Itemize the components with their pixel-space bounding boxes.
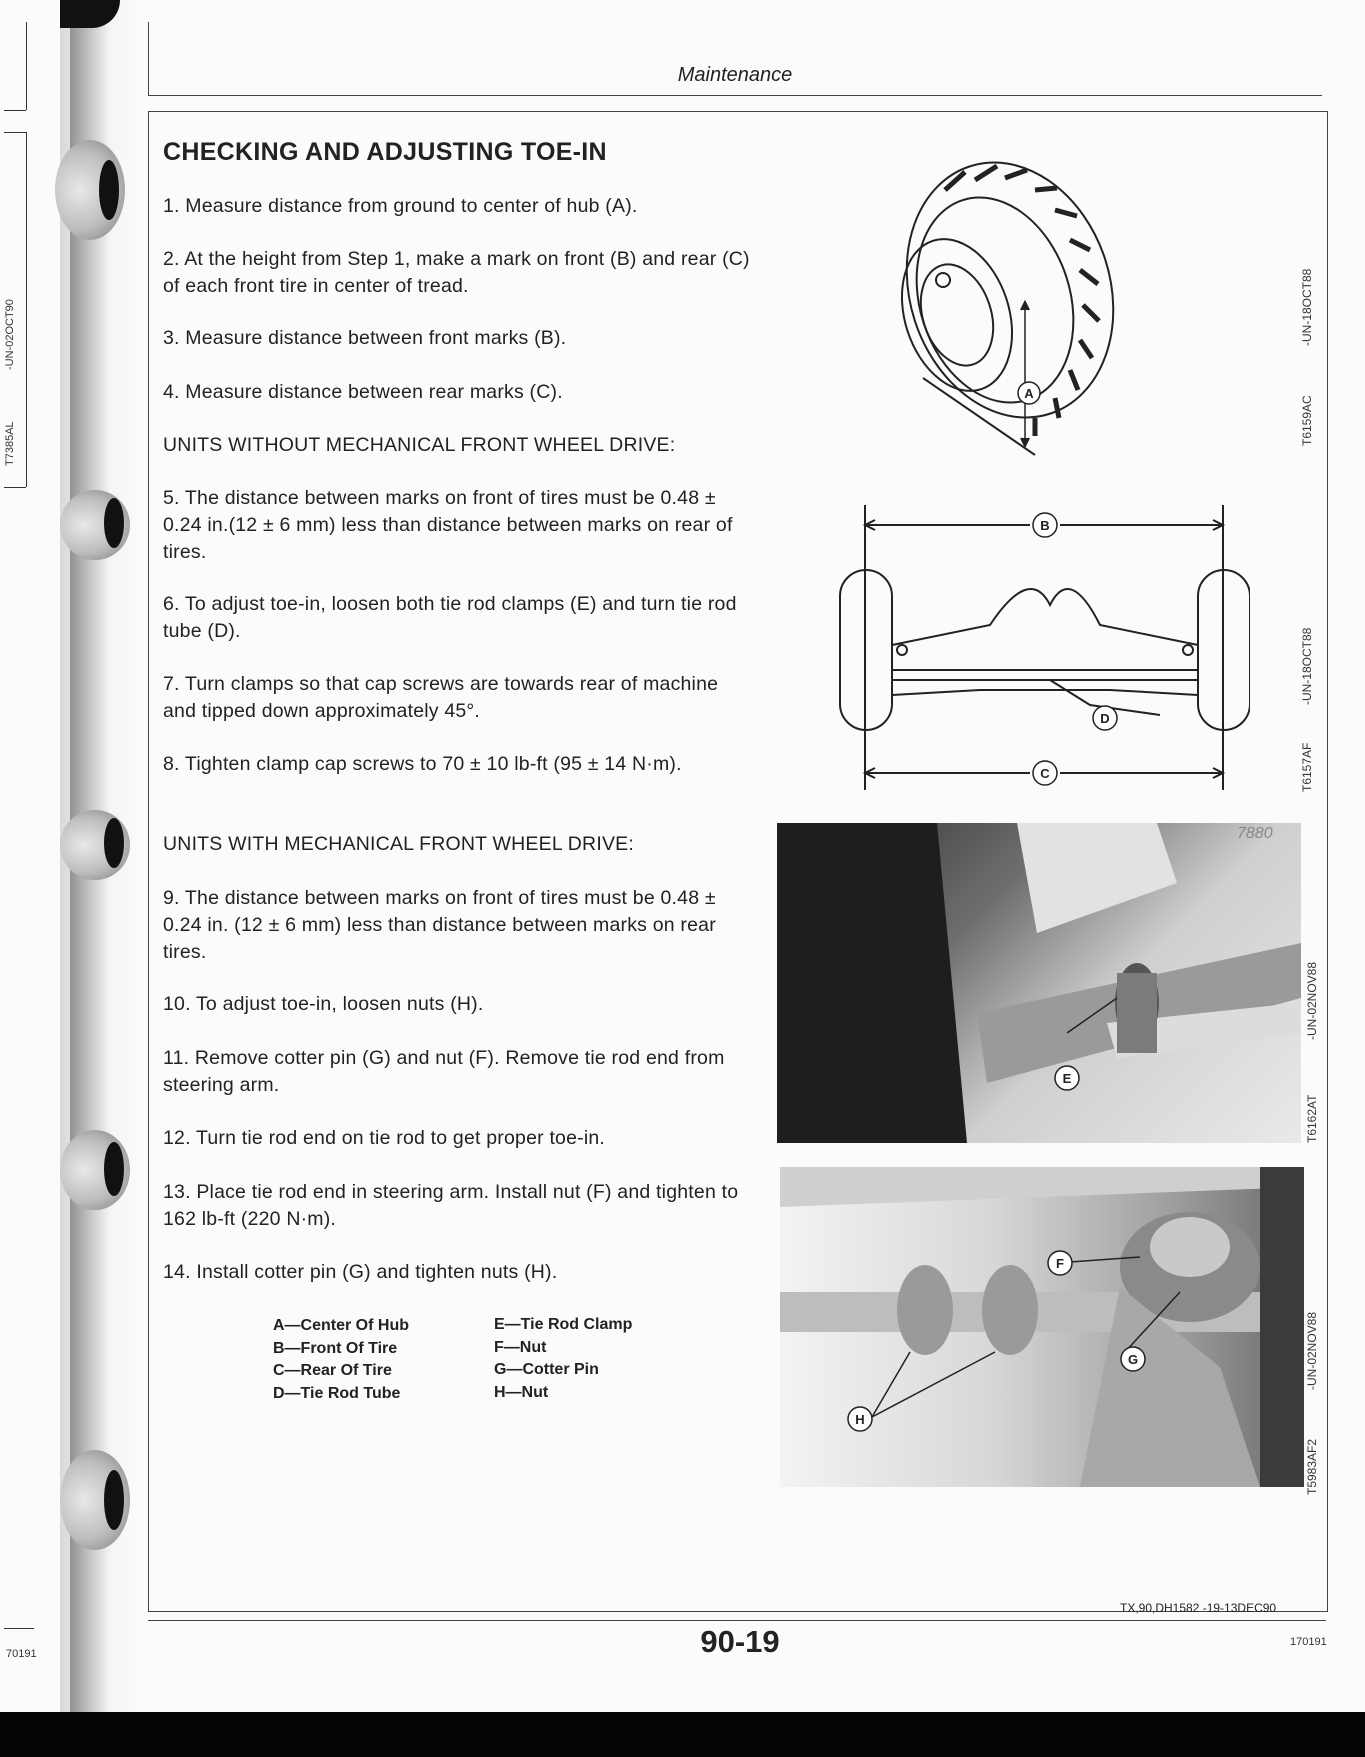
margin-footer-code: 70191 <box>6 1648 37 1660</box>
scan-bottom-edge <box>0 1712 1365 1757</box>
binder-hole <box>60 490 130 560</box>
step-6: 6. To adjust toe-in, loosen both tie rod clamps (E) and turn tie rod tube (D). <box>163 593 737 642</box>
footer-code: 170191 <box>1290 1636 1327 1648</box>
figure-3-code-date: -UN-02NOV88 <box>1305 961 1319 1040</box>
photo-tie-rod-clamp <box>777 823 1301 1143</box>
margin-line <box>26 132 27 487</box>
figure-4-code-date: -UN-02NOV88 <box>1305 1311 1319 1390</box>
running-header: Maintenance <box>677 64 793 86</box>
legend-item: C—Rear Of Tire <box>273 1362 392 1379</box>
step-1: 1. Measure distance from ground to center of hub (A). <box>163 195 638 217</box>
legend-left <box>273 1315 409 1405</box>
header-rule-vertical <box>148 22 149 96</box>
footer-rule <box>148 1620 1326 1621</box>
step-13: 13. Place tie rod end in steering arm. Install nut (F) and tighten to 162 lb-ft (220 N·m). <box>163 1181 739 1230</box>
margin-tick <box>4 132 26 133</box>
step-3: 3. Measure distance between front marks (B). <box>163 327 567 349</box>
callout-g-label: G <box>1127 1352 1139 1367</box>
section-title: CHECKING AND ADJUSTING TOE-IN <box>163 138 607 166</box>
step-11: 11. Remove cotter pin (G) and nut (F). Remove tie rod end from steering arm. <box>163 1047 725 1096</box>
figure-axle-top-view <box>830 505 1250 795</box>
margin-tick <box>4 487 26 488</box>
subheading-with-mfwd: UNITS WITH MECHANICAL FRONT WHEEL DRIVE: <box>163 833 634 855</box>
callout-e-label: E <box>1062 1071 1072 1086</box>
figure-4-code: T5983AF2 <box>1305 1438 1319 1495</box>
photo-tie-rod-end <box>780 1167 1304 1487</box>
step-14: 14. Install cotter pin (G) and tighten nuts (H). <box>163 1261 558 1283</box>
figure-2-code: T6157AF <box>1300 742 1314 792</box>
figure-1-code: T6159AC <box>1300 395 1314 446</box>
figure-2-code-date: -UN-18OCT88 <box>1300 627 1314 705</box>
step-5: 5. The distance between marks on front of tires must be 0.48 ± 0.24 in.(12 ± 6 mm) less than distance between marks on rear of tires. <box>163 487 733 563</box>
callout-b-label: B <box>1040 518 1050 533</box>
photo-marking: 7880 <box>1237 825 1273 842</box>
step-12: 12. Turn tie rod end on tie rod to get proper toe-in. <box>163 1127 606 1149</box>
photo-callouts <box>780 1167 1304 1487</box>
binder-hole <box>60 1130 130 1210</box>
callout-c-label: C <box>1040 766 1050 781</box>
callout-f-label: F <box>1056 1256 1064 1271</box>
binder-hole <box>60 810 130 880</box>
callout-a-label: A <box>1024 386 1034 401</box>
figure-tire-hub-height <box>895 150 1135 460</box>
tire-drawing <box>895 150 1135 455</box>
legend-right <box>494 1314 632 1404</box>
legend-item: E—Tie Rod Clamp <box>494 1316 633 1333</box>
step-8: 8. Tighten clamp cap screws to 70 ± 10 lb-ft (95 ± 14 N·m). <box>163 753 682 775</box>
legend-item: D—Tie Rod Tube <box>273 1384 401 1402</box>
margin-code: T7385AL <box>4 421 16 466</box>
margin-code: -UN-02OCT90 <box>4 299 16 370</box>
binder-hole <box>55 140 125 240</box>
legend-item: A—Center Of Hub <box>273 1317 409 1334</box>
margin-tick <box>4 110 26 111</box>
callout-d-label: D <box>1100 711 1110 726</box>
margin-tick <box>4 1628 34 1629</box>
step-2: 2. At the height from Step 1, make a mark on front (B) and rear (C) of each front tire in center of tread. <box>163 248 750 297</box>
legend-item: G—Cotter Pin <box>494 1361 599 1378</box>
legend-item: F—Nut <box>494 1338 547 1356</box>
header-rule <box>148 95 1322 96</box>
legend-item: B—Front Of Tire <box>273 1339 398 1357</box>
step-9: 9. The distance between marks on front of tires must be 0.48 ± 0.24 in. (12 ± 6 mm) less than distance between marks on rear tires. <box>163 887 716 963</box>
document-code: TX,90,DH1582 -19-13DEC90 <box>1120 1601 1277 1615</box>
step-7: 7. Turn clamps so that cap screws are towards rear of machine and tipped down approximately 45°. <box>163 673 719 722</box>
callout-h-label: H <box>855 1412 865 1427</box>
subheading-without-mfwd: UNITS WITHOUT MECHANICAL FRONT WHEEL DRIVE: <box>163 434 676 456</box>
step-10: 10. To adjust toe-in, loosen nuts (H). <box>163 993 484 1015</box>
binder-hole <box>60 1450 130 1550</box>
photo-callouts <box>777 823 1301 1143</box>
figure-1-code-date: -UN-18OCT88 <box>1300 268 1314 346</box>
page-number: 90-19 <box>700 1624 780 1659</box>
figure-3-code: T6162AT <box>1305 1094 1319 1143</box>
margin-line <box>26 22 27 110</box>
legend-item: H—Nut <box>494 1383 549 1401</box>
step-4: 4. Measure distance between rear marks (C). <box>163 381 563 403</box>
